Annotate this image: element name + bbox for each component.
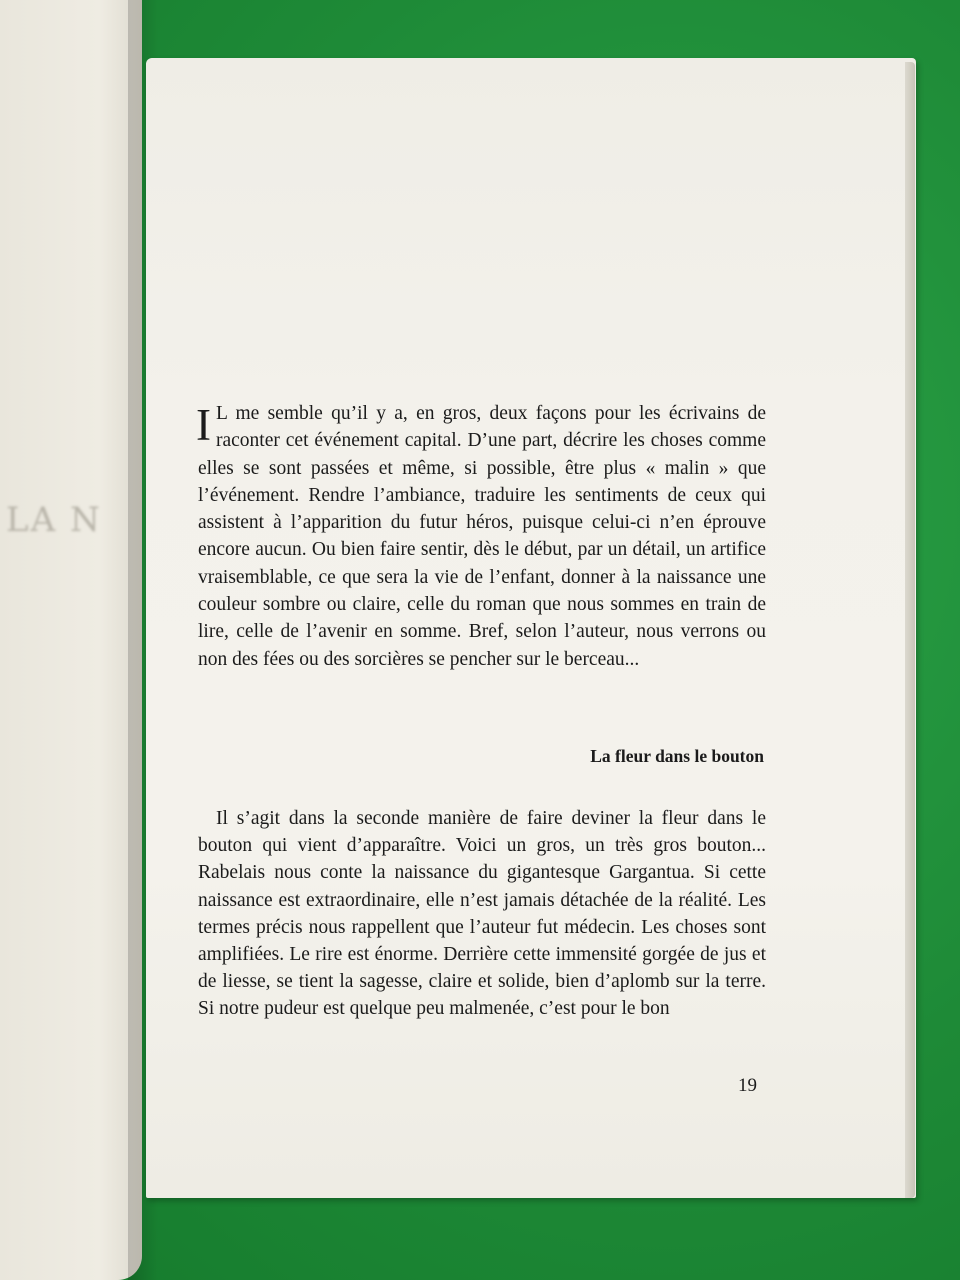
page-number: 19	[738, 1075, 757, 1096]
paragraph-1-body	[198, 400, 766, 673]
drop-cap: I	[196, 400, 211, 450]
show-through-text	[650, 128, 760, 168]
left-page	[0, 0, 142, 1280]
paragraph-1-text: L me semble qu’il y a, en gros, deux façons pour les écrivains de raconter cet événement capital. D’une part, décrire les choses comme elles se sont passées et même, si possible, être plus « malin » que l’événement. Rendre l’ambiance, traduire les sentiments de ceux qui assistent à l’apparition du futur héros, puisque celui-ci n’en éprouve encore aucun. Ou bien faire sentir, dès le début, par un détail, un artifice vraisemblable, ce que sera la vie de l’enfant, donner à la naissance une couleur sombre ou claire, celle du roman que nous sommes en train de lire, celle de l’avenir en somme. Bref, selon l’auteur, nous verrons ou non des fées ou des sorcières se pencher sur le berceau...	[198, 403, 766, 670]
paragraph-2: Il s’agit dans la seconde manière de faire deviner la fleur dans le bouton qui vient d’apparaître. Voici un gros, un très gros bouton... Rabelais nous conte la naissance du gigantesque Gargantua. Si cette naissance est extraordinaire, elle n’est jamais détachée de la réalité. Les termes précis nous rappellent que l’auteur fut médecin. Les choses sont amplifiées. Le rire est énorme. Derrière cette immensité gorgée de jus et de liesse, se tient la sagesse, claire et solide, bien d’aplomb sur la terre. Si notre pudeur est quelque peu malmenée, c’est pour le bon	[198, 808, 766, 1020]
section-title: La fleur dans le bouton	[590, 746, 764, 766]
paragraph-1	[198, 400, 766, 673]
left-page-heading: LA N	[6, 500, 102, 540]
page-edge	[905, 62, 915, 1198]
